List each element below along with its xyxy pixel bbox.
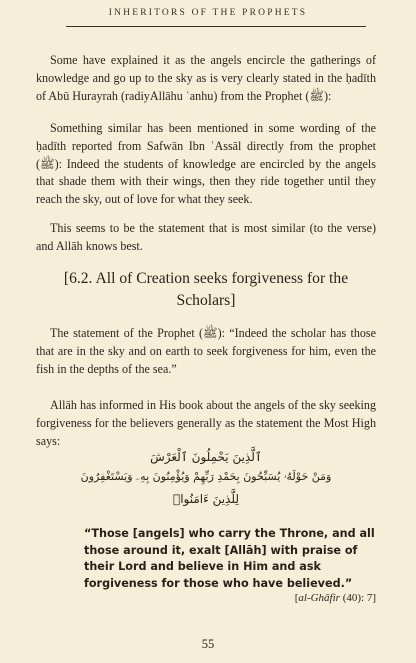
paragraph-2-text: Something similar has been mentioned in some wording of the ḥadīth reported from Safwān Ibn ʿAssāl directly from the prophet (ﷺ): Indeed the students of knowledge are encircled by the angels that shade them with their wings, then they ride together until they reach the sky, out of love for what they seek. bbox=[36, 121, 376, 207]
paragraph-4 bbox=[36, 325, 376, 378]
paragraph-1 bbox=[36, 52, 376, 105]
header-rule bbox=[66, 26, 366, 27]
quran-verse-line-1: ٱلَّذِينَ يَحْمِلُونَ ٱلْعَرْشَ bbox=[150, 450, 262, 464]
verse-reference-prefix: [ bbox=[294, 592, 299, 604]
paragraph-3-text: This seems to be the statement that is most similar (to the verse) and Allāh knows best. bbox=[36, 221, 376, 253]
page-number: 55 bbox=[201, 637, 215, 651]
paragraph-1-text: Some have explained it as the angels encircle the gatherings of knowledge and go up to the sky as is very clearly stated in the ḥadīth of Abū Hurayrah (radiyAllāhu ʿanhu) from the Prophet (ﷺ): bbox=[36, 53, 376, 103]
verse-reference-suffix: (40): 7] bbox=[339, 592, 376, 604]
paragraph-4-text: The statement of the Prophet (ﷺ): “Indeed the scholar has those that are in the sky and on earth to seek forgiveness for him, even the fish in the depths of the sea.” bbox=[36, 326, 376, 376]
paragraph-5-text: Allāh has informed in His book about the angels of the sky seeking forgiveness for the believers generally as the statement the Most High says: bbox=[36, 398, 376, 448]
verse-reference-surah: al-Ghāfir bbox=[298, 592, 340, 604]
verse-translation: “Those [angels] who carry the Throne, and all those around it, exalt [Allāh] with praise of their Lord and believe in Him and ask forgiveness for those who have believed.” bbox=[84, 527, 375, 590]
quran-verse-line-2: وَمَنْ حَوْلَهُۥ يُسَبِّحُونَ بِحَمْدِ رَبِّهِمْ وَيُؤْمِنُونَ بِهِۦ وَيَسْتَغْفِرُونَ bbox=[80, 470, 332, 483]
paragraph-3 bbox=[36, 220, 376, 256]
paragraph-2 bbox=[36, 120, 376, 209]
section-title: [6.2. All of Creation seeks forgiveness for the Scholars] bbox=[63, 270, 349, 309]
paragraph-5 bbox=[36, 397, 376, 450]
verse-reference bbox=[295, 592, 376, 604]
running-head: INHERITORS OF THE PROPHETS bbox=[108, 8, 308, 18]
quran-verse-line-3: لِلَّذِينَ ءَامَنُوا۟ bbox=[173, 492, 239, 506]
